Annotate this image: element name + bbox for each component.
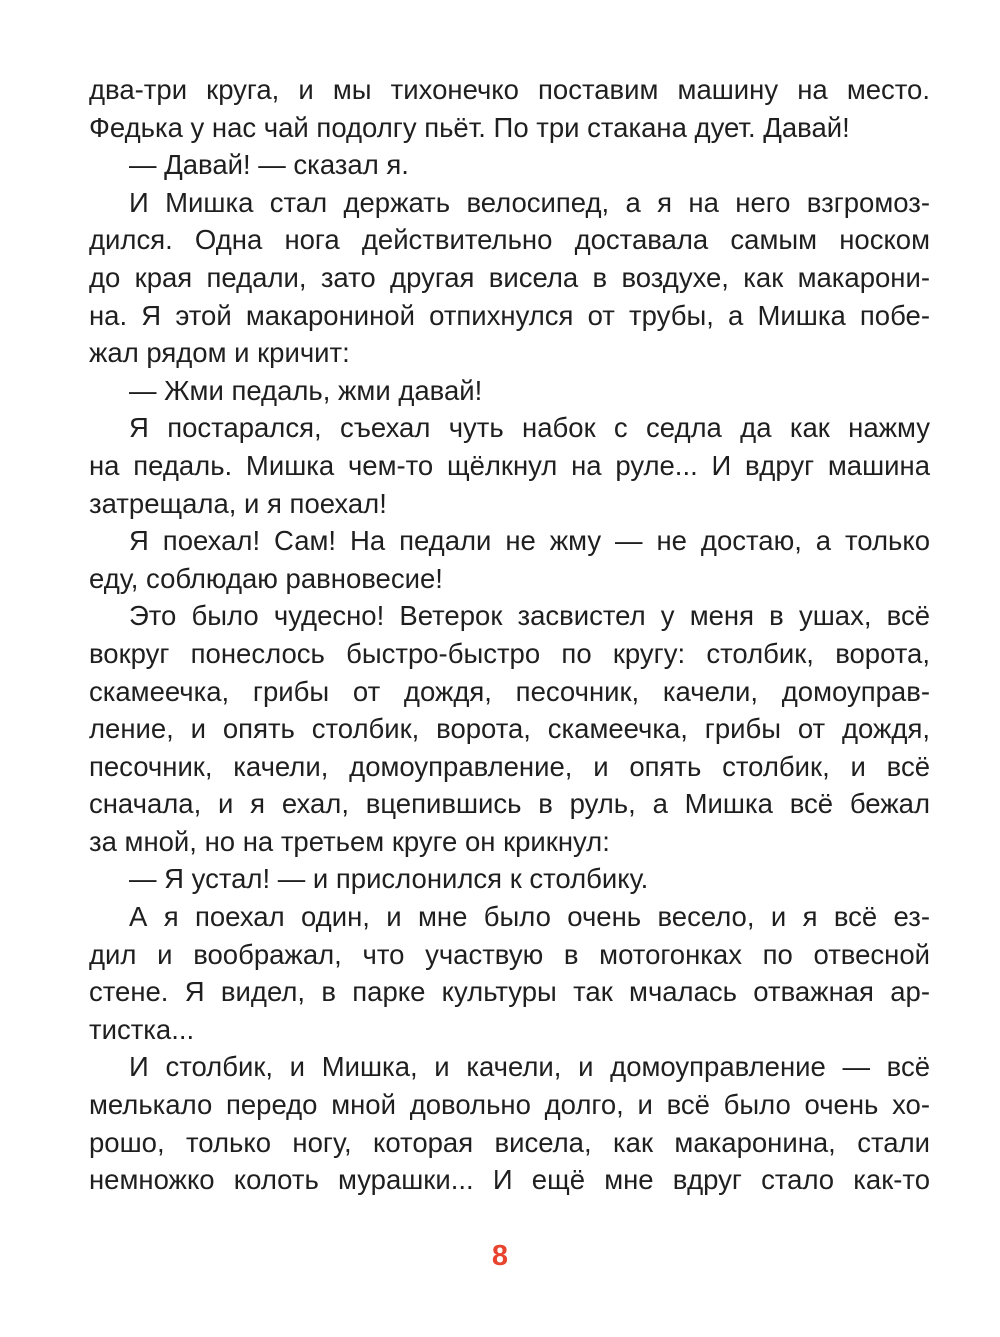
paragraph xyxy=(89,372,930,410)
text-line: — Давай! — сказал я. xyxy=(129,149,409,181)
book-page-text xyxy=(89,71,930,1199)
text-line: мелькало передо мной довольно долго, и всё было очень хо- xyxy=(89,1089,930,1121)
text-line: дился. Одна нога действительно доставала самым носком xyxy=(89,224,930,256)
text-line: Я постарался, съехал чуть набок с седла да как нажму xyxy=(129,412,930,444)
text-line: стене. Я видел, в парке культуры так мчалась отважная ар- xyxy=(89,976,930,1008)
text-line: немножко колоть мурашки... И ещё мне вдруг стало как-то xyxy=(89,1164,930,1196)
text-line: затрещала, и я поехал! xyxy=(89,487,387,519)
text-line: Это было чудесно! Ветерок засвистел у меня в ушах, всё xyxy=(129,600,930,632)
paragraph xyxy=(89,522,930,597)
text-line: скамеечка, грибы от дождя, песочник, качели, домоуправ- xyxy=(89,675,930,707)
paragraph xyxy=(89,409,930,522)
text-line: тистка... xyxy=(89,1013,195,1045)
text-line: вокруг понеслось быстро-быстро по кругу: столбик, ворота, xyxy=(89,637,930,669)
paragraph xyxy=(89,71,930,146)
text-line: Я поехал! Сам! На педали не жму — не достаю, а только xyxy=(129,525,930,557)
paragraph xyxy=(89,184,930,372)
paragraph xyxy=(89,146,930,184)
text-line: за мной, но на третьем круге он крикнул: xyxy=(89,825,610,857)
text-line: дил и воображал, что участвую в мотогонках по отвесной xyxy=(89,938,930,970)
text-line: И Мишка стал держать велосипед, а я на него взгромоз- xyxy=(129,186,930,218)
text-line: песочник, качели, домоуправление, и опять столбик, и всё xyxy=(89,750,930,782)
text-line: на педаль. Мишка чем-то щёлкнул на руле... И вдруг машина xyxy=(89,449,930,481)
text-line: ление, и опять столбик, ворота, скамеечка, грибы от дождя, xyxy=(89,713,930,745)
text-line: И столбик, и Мишка, и качели, и домоуправление — всё xyxy=(129,1051,930,1083)
paragraph xyxy=(89,860,930,898)
text-line: два-три круга, и мы тихонечко поставим машину на место. xyxy=(89,74,930,105)
paragraph xyxy=(89,1048,930,1198)
paragraph xyxy=(89,597,930,860)
text-line: А я поехал один, и мне было очень весело, и я всё ез- xyxy=(129,901,930,933)
paragraph xyxy=(89,898,930,1048)
page-number: 8 xyxy=(491,1240,509,1272)
text-line: — Я устал! — и прислонился к столбику. xyxy=(129,863,649,895)
text-line: до края педали, зато другая висела в воздухе, как макарони- xyxy=(89,261,930,293)
text-line: Федька у нас чай подолгу пьёт. По три стакана дует. Давай! xyxy=(89,111,850,143)
text-line: на. Я этой макарониной отпихнулся от трубы, а Мишка побе- xyxy=(89,299,930,331)
text-line: еду, соблюдаю равновесие! xyxy=(89,562,443,594)
text-line: сначала, и я ехал, вцепившись в руль, а Мишка всё бежал xyxy=(89,788,930,820)
text-line: — Жми педаль, жми давай! xyxy=(129,374,483,406)
text-line: жал рядом и кричит: xyxy=(89,337,350,369)
text-line: рошо, только ногу, которая висела, как макаронина, стали xyxy=(89,1126,930,1158)
